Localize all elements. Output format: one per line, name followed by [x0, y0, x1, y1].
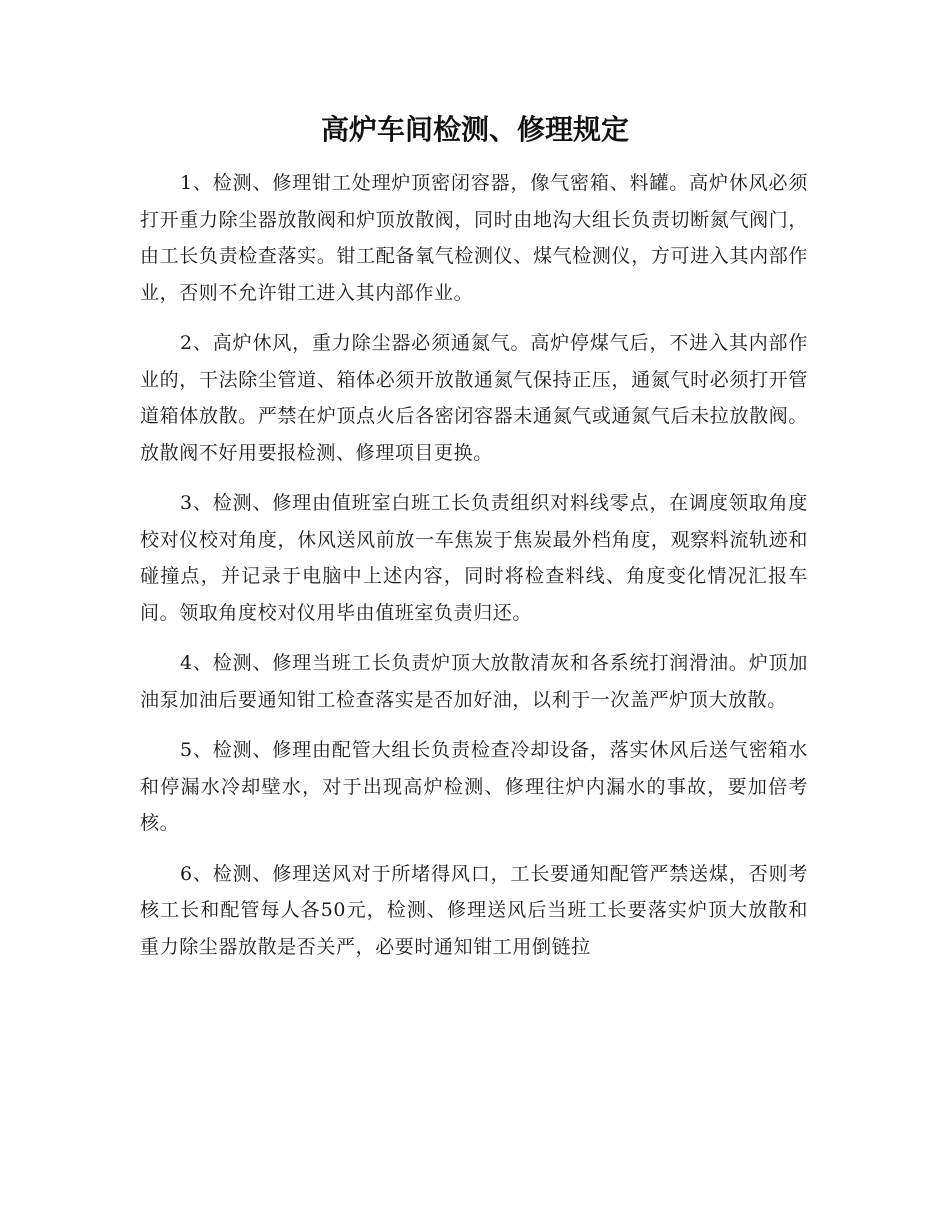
- paragraph-3: 3、检测、修理由值班室白班工长负责组织对料线零点，在调度领取角度校对仪校对角度，休风送风前放一车焦炭于焦炭最外档角度，观察料流轨迹和碰撞点，并记录于电脑中上述内容，同时将检查料线、角度变化情况汇报车间。领取角度校对仪用毕由值班室负责归还。: [140, 492, 808, 624]
- document-title: 高炉车间检测、修理规定: [320, 113, 629, 146]
- paragraph-5: 5、检测、修理由配管大组长负责检查冷却设备，落实休风后送气密箱水和停漏水冷却壁水，对于出现高炉检测、修理往炉内漏水的事故，要加倍考核。: [140, 739, 808, 834]
- document-body: [140, 165, 808, 979]
- paragraph-2: 2、高炉休风，重力除尘器必须通氮气。高炉停煤气后，不进入其内部作业的，干法除尘管道、箱体必须开放散通氮气保持正压，通氮气时必须打开管道箱体放散。严禁在炉顶点火后各密闭容器未通氮气或通氮气后未拉放散阀。放散阀不好用要报检测、修理项目更换。: [140, 332, 808, 464]
- paragraph-1: 1、检测、修理钳工处理炉顶密闭容器，像气密箱、料罐。高炉休风必须打开重力除尘器放散阀和炉顶放散阀，同时由地沟大组长负责切断氮气阀门，由工长负责检查落实。钳工配备氧气检测仪、煤气检测仪，方可进入其内部作业，否则不允许钳工进入其内部作业。: [140, 172, 808, 304]
- paragraph-6: 6、检测、修理送风对于所堵得风口，工长要通知配管严禁送煤，否则考核工长和配管每人各50元，检测、修理送风后当班工长要落实炉顶大放散和重力除尘器放散是否关严，必要时通知钳工用倒链拉: [140, 862, 808, 958]
- paragraph-4: 4、检测、修理当班工长负责炉顶大放散清灰和各系统打润滑油。炉顶加油泵加油后要通知钳工检查落实是否加好油，以利于一次盖严炉顶大放散。: [140, 652, 808, 711]
